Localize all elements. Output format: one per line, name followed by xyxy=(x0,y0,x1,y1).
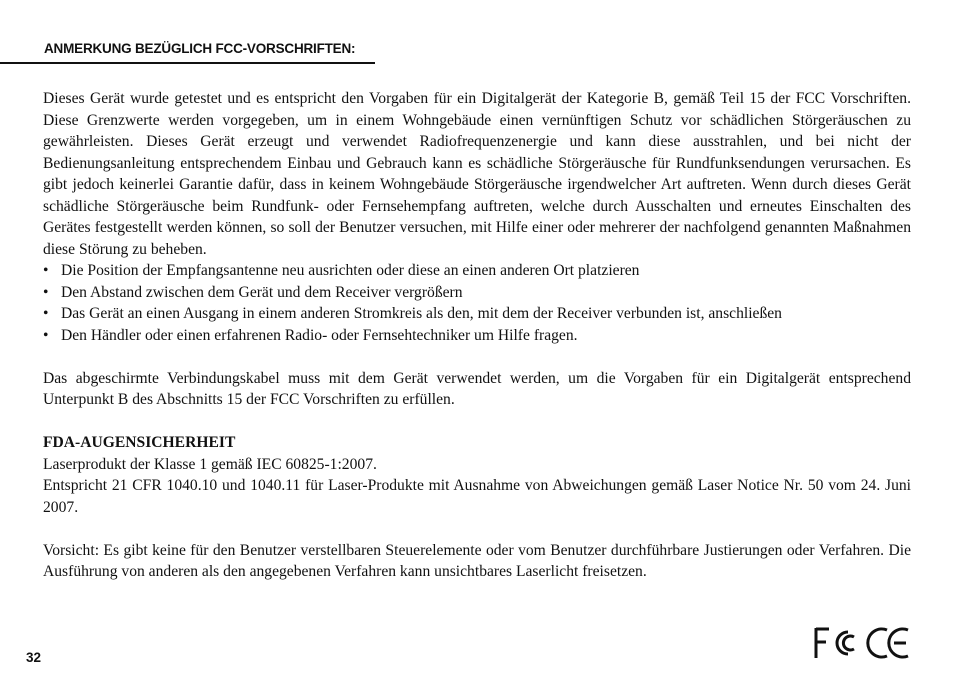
fcc-heading: ANMERKUNG BEZÜGLICH FCC-VORSCHRIFTEN: xyxy=(44,41,356,56)
ce-mark-icon xyxy=(868,629,908,657)
list-item-text: Den Abstand zwischen dem Gerät und dem Receiver vergrößern xyxy=(61,283,463,301)
list-item-text: Die Position der Empfangsantenne neu ausrichten oder diese an einen anderen Ort platzieren xyxy=(61,262,640,279)
fda-line-1: Laserprodukt der Klasse 1 gemäß IEC 60825-1:2007. xyxy=(43,455,377,473)
fcc-intro-paragraph: Dieses Gerät wurde getestet und es entspricht den Vorgaben für ein Digitalgerät der Kategorie B, gemäß Teil 15 der FCC Vorschriften. Diese Grenzwerte werden vorgegeben, um in einem Wohngebäude einen vernünftigen Schutz vor schädlichen Störgeräuschen zu gewährleisten. Dieses Gerät erzeugt und verwendet Radiofrequenzenergie und kann diese ausstrahlen, und bei nicht der Bedienungsanleitung entsprechendem Einbau und Gebrauch kann es schädliche Störgeräusche für Rundfunksendungen verursachen. Es gibt jedoch keinerlei Garantie dafür, dass in keinem Wohngebäude Störgeräusche irgendwelcher Art auftreten. Wenn durch dieses Gerät schädliche Störgeräusche beim Rundfunk- oder Fernsehempfang auftreten, welche durch Ausschalten und erneutes Einschalten des Gerätes festgestellt werden können, so soll der Benutzer versuchen, mit Hilfe einer oder mehrerer der nachfolgend genannten Maßnahmen diese Störung zu beheben. xyxy=(43,90,911,258)
bullet-glyph: • xyxy=(43,262,49,279)
page-number: 32 xyxy=(26,650,42,665)
heading-underline xyxy=(0,62,375,64)
bullet-glyph: • xyxy=(43,305,49,322)
list-item-text: Den Händler oder einen erfahrenen Radio- oder Fernsehtechniker um Hilfe fragen. xyxy=(61,326,578,344)
bullet-glyph: • xyxy=(43,326,49,344)
bullet-glyph: • xyxy=(43,283,49,301)
list-item xyxy=(43,303,911,325)
fcc-logo-icon xyxy=(816,628,854,658)
certification-marks xyxy=(812,624,912,667)
fda-section xyxy=(43,432,911,518)
cable-paragraph: Das abgeschirmte Verbindungskabel muss mit dem Gerät verwendet werden, um die Vorgaben für ein Digitalgerät entsprechend Unterpunkt B des Abschnitts 15 der FCC Vorschriften zu erfüllen. xyxy=(43,369,911,408)
list-item xyxy=(43,282,911,304)
fda-line-2: Entspricht 21 CFR 1040.10 und 1040.11 für Laser-Produkte mit Ausnahme von Abweichungen gemäß Laser Notice Nr. 50 vom 24. Juni 2007. xyxy=(43,477,911,516)
remedy-list xyxy=(43,260,911,346)
list-item-text: Das Gerät an einen Ausgang in einem anderen Stromkreis als den, mit dem der Receiver verbunden ist, anschließen xyxy=(61,305,782,322)
caution-paragraph: Vorsicht: Es gibt keine für den Benutzer verstellbaren Steuerelemente oder vom Benutzer durchführbare Justierungen oder Verfahren. Die Ausführung von anderen als den angegebenen Verfahren kann unsichtbares Laserlicht freisetzen. xyxy=(43,541,911,580)
document-body xyxy=(43,88,911,583)
list-item xyxy=(43,260,911,282)
list-item xyxy=(43,325,911,347)
fda-title: FDA-AUGENSICHERHEIT xyxy=(43,434,236,451)
